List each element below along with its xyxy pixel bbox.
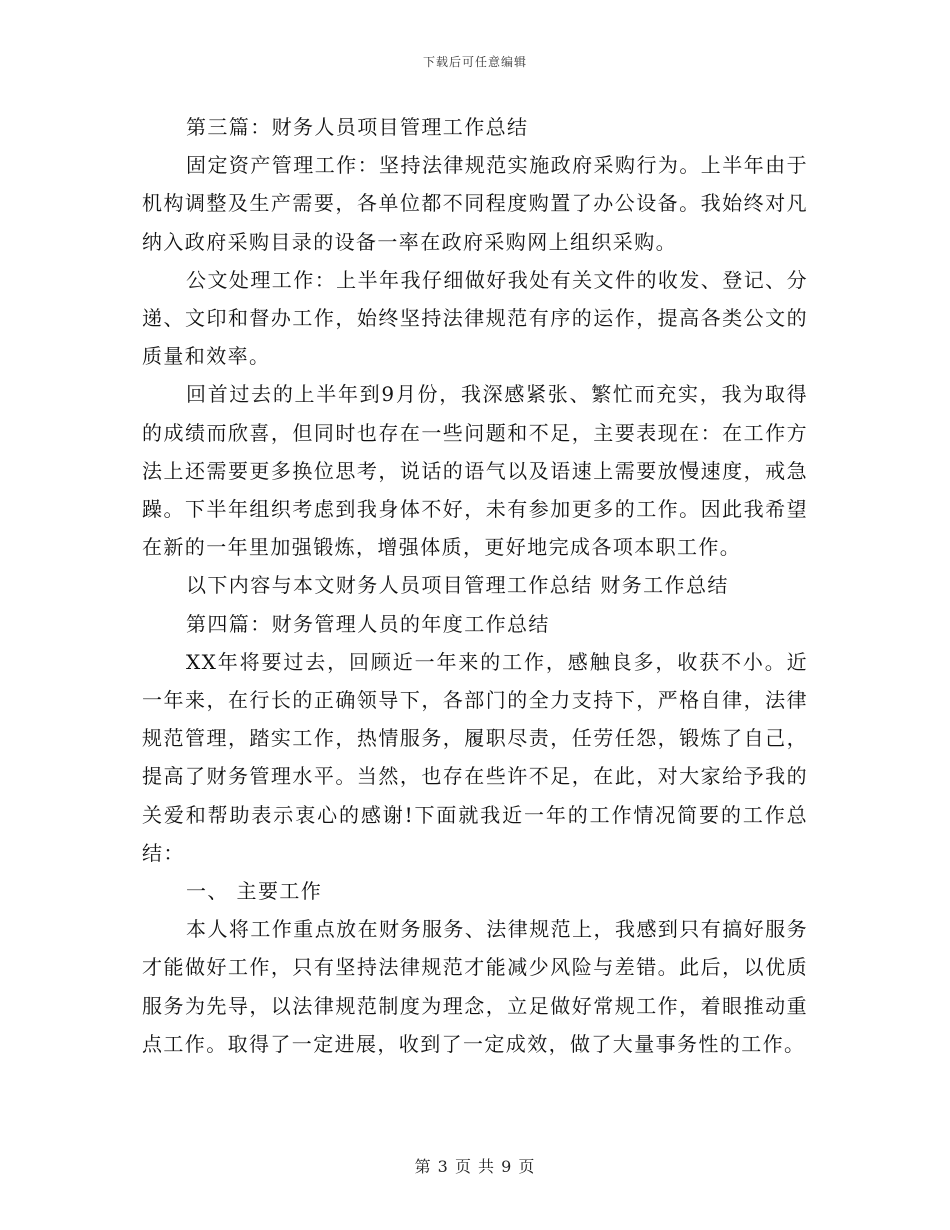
paragraph-main-work: 本人将工作重点放在财务服务、法律规范上，我感到只有搞好服务才能做好工作，只有坚持法律规范才能减少风险与差错。此后，以优质服务为先导，以法律规范制度为理念，立足做好常规工作，着眼推动重点工作。取得了一定进展，收到了一定成效，做了大量事务性的工作。 [142,917,808,1056]
page-number-footer: 第 3 页 共 9 页 [414,1157,536,1176]
paragraph-fixed-assets: 固定资产管理工作：坚持法律规范实施政府采购行为。上半年由于机构调整及生产需要，各单位都不同程度购置了办公设备。我始终对凡纳入政府采购目录的设备一率在政府采购网上组织采购。 [142,153,808,254]
page-header-note: 下载后可任意编辑 [422,55,527,69]
section-title-part-three: 第三篇：财务人员项目管理工作总结 [186,115,529,139]
paragraph-review: 回首过去的上半年到9月份，我深感紧张、繁忙而充实，我为取得的成绩而欣喜，但同时也存在一些问题和不足，主要表现在：在工作方法上还需要更多换位思考，说话的语气以及语速上需要放慢速度，戒急躁。下半年组织考虑到我身体不好，未有参加更多的工作。因此我希望在新的一年里加强锻炼，增强体质，更好地完成各项本职工作。 [142,382,808,560]
paragraph-document-handling: 公文处理工作：上半年我仔细做好我处有关文件的收发、登记、分递、文印和督办工作，始终坚持法律规范有序的运作，提高各类公文的质量和效率。 [142,267,808,369]
subheading-main-work: 一、 主要工作 [186,879,323,904]
document-body [142,108,808,1063]
section-title-part-four: 第四篇：财务管理人员的年度工作总结 [186,611,550,636]
paragraph-annual-intro: XX年将要过去，回顾近一年来的工作，感触良多，收获不小。近一年来，在行长的正确领导下，各部门的全力支持下，严格自律，法律规范管理，踏实工作，热情服务，履职尽责，任劳任怨，锻炼了自己，提高了财务管理水平。当然，也存在些许不足，在此，对大家给予我的关爱和帮助表示衷心的感谢!下面就我近一年的工作情况简要的工作总结： [142,649,808,865]
paragraph-related-note: 以下内容与本文财务人员项目管理工作总结 财务工作总结 [186,573,729,598]
